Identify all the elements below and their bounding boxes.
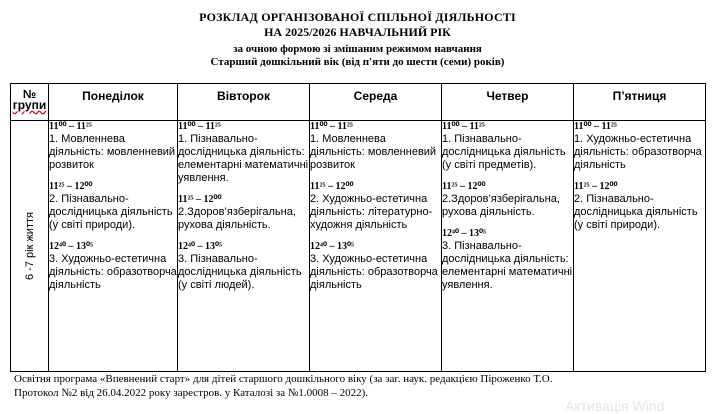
schedule-slot xyxy=(310,241,441,292)
schedule-slot xyxy=(442,121,573,172)
day-header-monday: Понеділок xyxy=(49,84,178,121)
slot-time: 12⁴⁰ – 13⁰⁵ xyxy=(49,241,94,252)
table-row xyxy=(11,121,706,372)
slot-time: 11⁰⁰ – 11²⁵ xyxy=(442,121,485,132)
education-form: за очною формою зі змішаним режимом навчання xyxy=(233,43,482,55)
slot-activity: 3. Пізнавально-дослідницька діяльність (у світі людей). xyxy=(178,253,302,291)
slot-time: 11⁰⁰ – 11²⁵ xyxy=(178,121,221,132)
slot-time: 12⁴⁰ – 13⁰⁵ xyxy=(442,228,487,239)
slot-activity: 1. Мовленнева діяльність: мовленневий розвиток xyxy=(310,133,437,171)
schedule-slot xyxy=(310,121,441,172)
document-header xyxy=(0,10,715,69)
day-header-thursday: Четвер xyxy=(442,84,574,121)
group-cell xyxy=(11,121,49,372)
slot-time: 12⁴⁰ – 13⁰⁵ xyxy=(310,241,355,252)
slot-time: 11⁰⁰ – 11²⁵ xyxy=(310,121,353,132)
thursday-cell xyxy=(442,121,574,372)
day-header-wednesday: Середа xyxy=(310,84,442,121)
slot-activity: 1. Художньо-естетична діяльність: образотворча діяльність xyxy=(574,133,702,171)
schedule-slot xyxy=(49,241,177,292)
slot-time: 11²⁵ – 12⁰⁰ xyxy=(178,194,222,205)
slot-activity: 3. Пізнавально-дослідницька діяльність: елементарні математичні уявлення. xyxy=(442,240,573,291)
slot-activity: 1. Пізнавально-дослідницька діяльність: елементарні математичні уявлення. xyxy=(178,133,309,184)
slot-activity: 1. Пізнавально-дослідницька діяльність (у світі предметів). xyxy=(442,133,566,171)
slot-activity: 2.Здоров’язберігальна, рухова діяльність. xyxy=(442,193,560,218)
age-group-caption: Старший дошкільний вік (від п'яти до шести (семи) років) xyxy=(210,56,505,68)
program-footnote xyxy=(14,372,714,400)
slot-activity: 2. Художньо-естетична діяльність: літературно-художня діяльність xyxy=(310,193,433,231)
schedule-slot xyxy=(178,121,309,185)
schedule-slot xyxy=(442,181,573,219)
schedule-slot xyxy=(178,241,309,292)
slot-time: 11²⁵ – 12⁰⁰ xyxy=(442,181,486,192)
slot-activity: 3. Художньо-естетична діяльність: образотворча діяльність xyxy=(49,253,177,291)
table-header-row xyxy=(11,84,706,121)
slot-time: 11⁰⁰ – 11²⁵ xyxy=(574,121,617,132)
slot-activity: 2. Пізнавально-дослідницька діяльність (у світі природи). xyxy=(574,193,698,231)
schedule-slot xyxy=(442,228,573,292)
schedule-table xyxy=(10,83,706,372)
schedule-slot xyxy=(49,121,177,172)
schedule-slot xyxy=(49,181,177,232)
footnote-line-1: Освітня програма «Впевнений старт» для дітей старшого дошкільного віку (за заг. наук. редакцією Піроженко Т.О. xyxy=(14,373,553,385)
group-label: 6 -7 рік життя xyxy=(23,212,36,280)
schedule-slot xyxy=(178,194,309,232)
slot-activity: 3. Художньо-естетична діяльність: образотворча діяльність xyxy=(310,253,438,291)
wednesday-cell xyxy=(310,121,442,372)
day-header-friday: П’ятниця xyxy=(574,84,706,121)
schedule-slot xyxy=(574,121,705,172)
slot-time: 11⁰⁰ – 11²⁵ xyxy=(49,121,92,132)
slot-time: 12⁴⁰ – 13⁰⁵ xyxy=(178,241,223,252)
group-number-header: № групи xyxy=(11,84,49,121)
slot-time: 11²⁵ – 12⁰⁰ xyxy=(310,181,354,192)
day-header-tuesday: Вівторок xyxy=(178,84,310,121)
schedule-slot xyxy=(574,181,705,232)
slot-activity: 2.Здоров’язберігальна, рухова діяльність. xyxy=(178,206,296,231)
schedule-slot xyxy=(310,181,441,232)
activation-watermark: Активація Wind xyxy=(565,398,665,414)
document-title: РОЗКЛАД ОРГАНІЗОВАНОЇ СПІЛЬНОЇ ДІЯЛЬНОСТІ xyxy=(199,10,516,24)
slot-time: 11²⁵ – 12⁰⁰ xyxy=(49,181,93,192)
footnote-line-2: Протокол №2 від 26.04.2022 року зарестров. у Каталозі за №1.0008 – 2022). xyxy=(14,387,369,399)
slot-activity: 2. Пізнавально-дослідницька діяльність (у світі природи). xyxy=(49,193,173,231)
tuesday-cell xyxy=(178,121,310,372)
slot-activity: 1. Мовленнева діяльність: мовленневий розвиток xyxy=(49,133,176,171)
academic-year: НА 2025/2026 НАВЧАЛЬНИЙ РІК xyxy=(264,25,451,39)
monday-cell xyxy=(49,121,178,372)
friday-cell xyxy=(574,121,706,372)
slot-time: 11²⁵ – 12⁰⁰ xyxy=(574,181,618,192)
